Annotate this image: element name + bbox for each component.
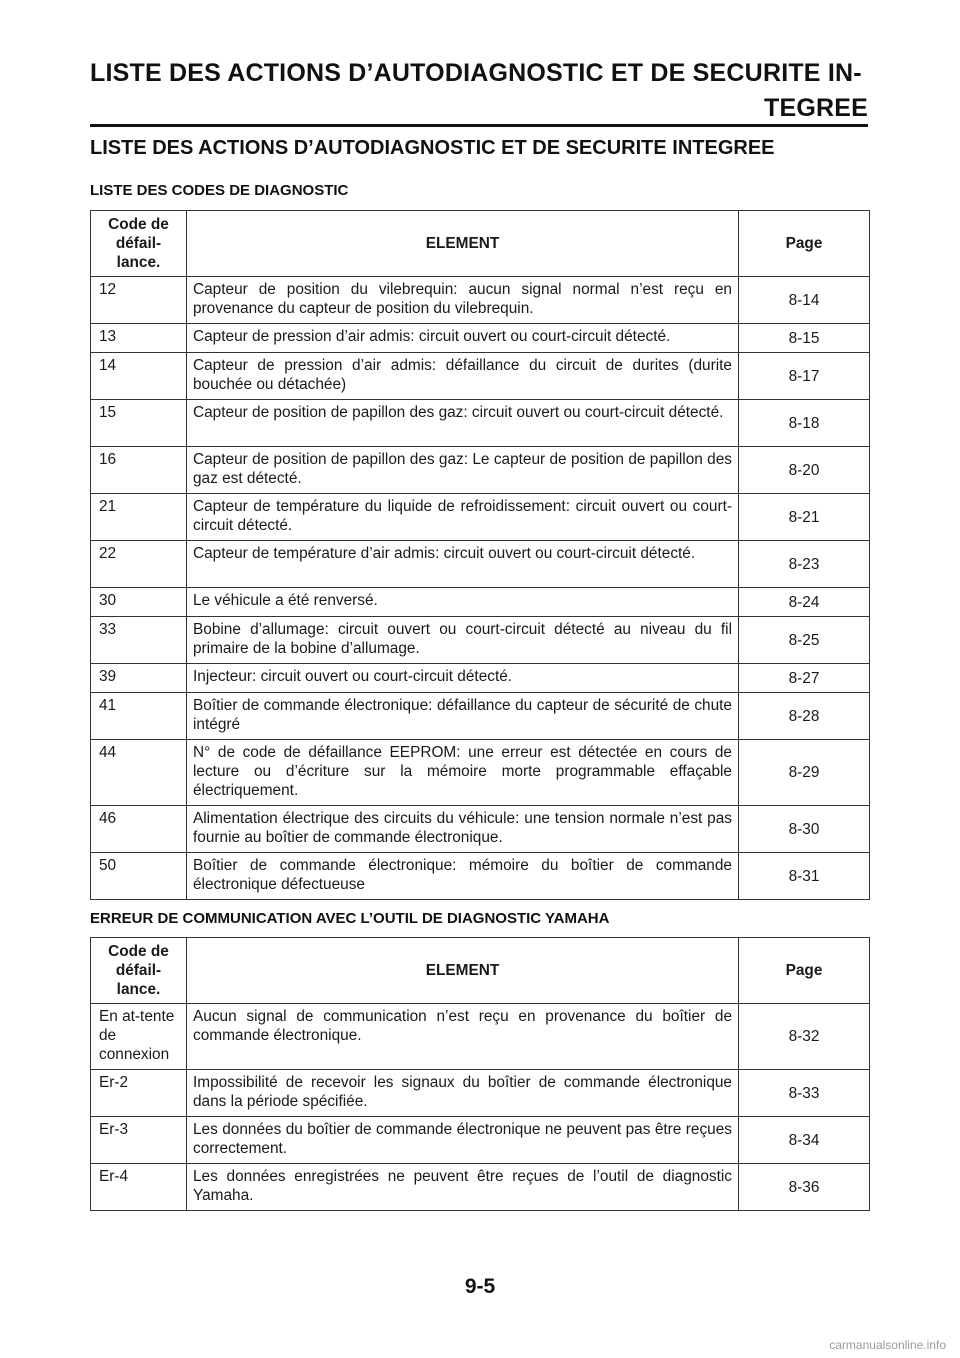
element-cell: Capteur de position du vilebrequin: aucun signal normal n’est reçu en provenance du capteur de position du vilebrequin. — [187, 277, 739, 324]
table-row — [91, 664, 870, 693]
header-divider — [90, 124, 868, 127]
page-cell: 8-15 — [739, 324, 870, 353]
element-cell: Capteur de pression d’air admis: défaillance du circuit de durites (durite bouchée ou détachée) — [187, 353, 739, 400]
page-cell: 8-31 — [739, 853, 870, 900]
page-cell: 8-33 — [739, 1070, 870, 1117]
page-cell: 8-24 — [739, 588, 870, 617]
table-row — [91, 693, 870, 740]
element-cell: Injecteur: circuit ouvert ou court-circuit détecté. — [187, 664, 739, 693]
page-cell: 8-17 — [739, 353, 870, 400]
element-cell: Boîtier de commande électronique: défaillance du capteur de sécurité de chute intégré — [187, 693, 739, 740]
code-cell: 22 — [91, 541, 187, 588]
page-cell: 8-23 — [739, 541, 870, 588]
watermark: carmanualsonline.info — [829, 1338, 946, 1352]
element-cell: Capteur de température d’air admis: circuit ouvert ou court-circuit détecté. — [187, 541, 739, 588]
table-row — [91, 853, 870, 900]
communication-errors-table — [90, 937, 870, 1211]
table-header-row — [91, 211, 870, 277]
element-cell: Alimentation électrique des circuits du véhicule: une tension normale n’est pas fournie au boîtier de commande électronique. — [187, 806, 739, 853]
element-cell: N° de code de défaillance EEPROM: une erreur est détectée en cours de lecture ou d’écriture sur la mémoire morte programmable effaçable électriquement. — [187, 740, 739, 806]
communication-table-title: ERREUR DE COMMUNICATION AVEC L’OUTIL DE DIAGNOSTIC YAMAHA — [90, 910, 610, 927]
page-cell: 8-28 — [739, 693, 870, 740]
code-cell: 44 — [91, 740, 187, 806]
table-row — [91, 1004, 870, 1070]
table-row — [91, 588, 870, 617]
diagnostic-codes-table — [90, 210, 870, 900]
page-cell: 8-29 — [739, 740, 870, 806]
table-row — [91, 1117, 870, 1164]
diagnostic-table-title: LISTE DES CODES DE DIAGNOSTIC — [90, 182, 349, 199]
element-cell: Le véhicule a été renversé. — [187, 588, 739, 617]
code-cell: 14 — [91, 353, 187, 400]
section-title: LISTE DES ACTIONS D’AUTODIAGNOSTIC ET DE SECURITE INTEGREE — [90, 137, 775, 159]
code-cell: 13 — [91, 324, 187, 353]
page-cell: 8-18 — [739, 400, 870, 447]
code-cell: 12 — [91, 277, 187, 324]
table-row — [91, 1164, 870, 1211]
table-row — [91, 324, 870, 353]
code-cell: 41 — [91, 693, 187, 740]
table-header-row — [91, 938, 870, 1004]
code-cell: 46 — [91, 806, 187, 853]
column-header-element: ELEMENT — [187, 211, 739, 277]
element-cell: Bobine d’allumage: circuit ouvert ou court-circuit détecté au niveau du fil primaire de la bobine d’allumage. — [187, 617, 739, 664]
code-cell: 30 — [91, 588, 187, 617]
code-cell: Er-2 — [91, 1070, 187, 1117]
table-row — [91, 277, 870, 324]
column-header-element: ELEMENT — [187, 938, 739, 1004]
table-row — [91, 447, 870, 494]
code-cell: 15 — [91, 400, 187, 447]
page-cell: 8-32 — [739, 1004, 870, 1070]
code-cell: Er-3 — [91, 1117, 187, 1164]
code-cell: En at-tente de connexion — [91, 1004, 187, 1070]
element-cell: Capteur de position de papillon des gaz: Le capteur de position de papillon des gaz est détecté. — [187, 447, 739, 494]
page-cell: 8-27 — [739, 664, 870, 693]
column-header-code: Code de défail-lance. — [91, 938, 187, 1004]
page-cell: 8-30 — [739, 806, 870, 853]
page-cell: 8-20 — [739, 447, 870, 494]
table-row — [91, 617, 870, 664]
table-row — [91, 1070, 870, 1117]
table-row — [91, 353, 870, 400]
element-cell: Aucun signal de communication n’est reçu en provenance du boîtier de commande électronique. — [187, 1004, 739, 1070]
code-cell: 33 — [91, 617, 187, 664]
column-header-code: Code de défail-lance. — [91, 211, 187, 277]
code-cell: 50 — [91, 853, 187, 900]
element-cell: Boîtier de commande électronique: mémoire du boîtier de commande électronique défectueuse — [187, 853, 739, 900]
table-row — [91, 806, 870, 853]
element-cell: Les données enregistrées ne peuvent être reçues de l’outil de diagnostic Yamaha. — [187, 1164, 739, 1211]
page-header — [90, 56, 868, 126]
header-title-line2: TEGREE — [764, 94, 868, 122]
page-number: 9-5 — [464, 1275, 496, 1298]
header-title-line1: LISTE DES ACTIONS D’AUTODIAGNOSTIC ET DE SECURITE IN- — [90, 59, 862, 87]
element-cell: Capteur de température du liquide de refroidissement: circuit ouvert ou court-circuit détecté. — [187, 494, 739, 541]
table-row — [91, 541, 870, 588]
code-cell: 16 — [91, 447, 187, 494]
element-cell: Les données du boîtier de commande électronique ne peuvent pas être reçues correctement. — [187, 1117, 739, 1164]
page-cell: 8-14 — [739, 277, 870, 324]
page-cell: 8-36 — [739, 1164, 870, 1211]
table-row — [91, 400, 870, 447]
code-cell: 21 — [91, 494, 187, 541]
page-cell: 8-21 — [739, 494, 870, 541]
page-cell: 8-34 — [739, 1117, 870, 1164]
page-cell: 8-25 — [739, 617, 870, 664]
element-cell: Impossibilité de recevoir les signaux du boîtier de commande électronique dans la période spécifiée. — [187, 1070, 739, 1117]
column-header-page: Page — [739, 938, 870, 1004]
element-cell: Capteur de pression d’air admis: circuit ouvert ou court-circuit détecté. — [187, 324, 739, 353]
code-cell: 39 — [91, 664, 187, 693]
column-header-page: Page — [739, 211, 870, 277]
element-cell: Capteur de position de papillon des gaz: circuit ouvert ou court-circuit détecté. — [187, 400, 739, 447]
table-row — [91, 494, 870, 541]
code-cell: Er-4 — [91, 1164, 187, 1211]
table-row — [91, 740, 870, 806]
